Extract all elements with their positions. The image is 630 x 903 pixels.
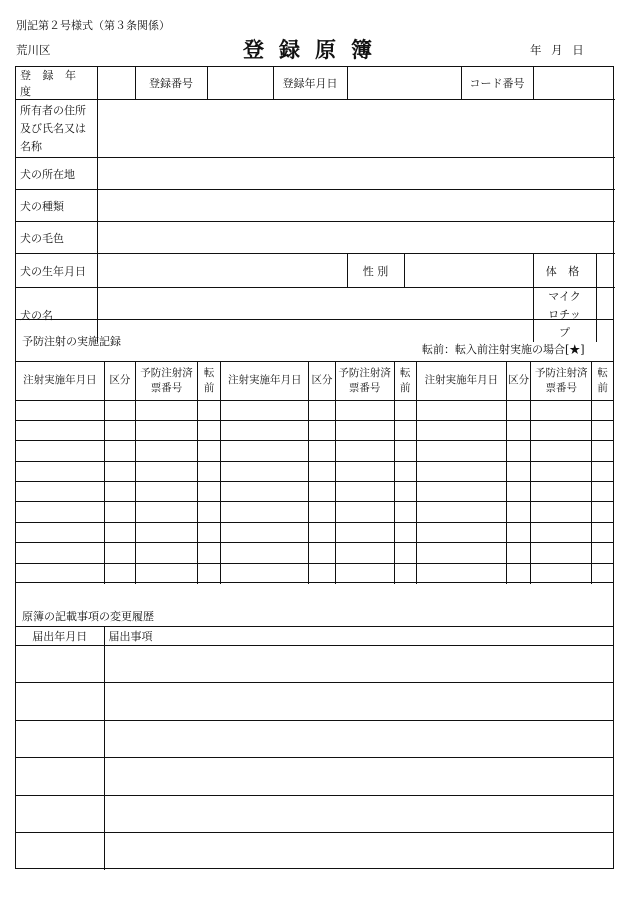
vaccination-cell[interactable] bbox=[592, 502, 613, 522]
vaccination-cell[interactable] bbox=[309, 420, 335, 440]
vaccination-cell[interactable] bbox=[135, 461, 197, 481]
breed-label: 犬の種類 bbox=[16, 190, 97, 222]
vaccination-cell[interactable] bbox=[394, 420, 416, 440]
vaccination-cell[interactable] bbox=[135, 400, 197, 420]
vaccination-cell[interactable] bbox=[104, 400, 135, 420]
vaccination-cell[interactable] bbox=[531, 563, 592, 583]
vaccination-cell[interactable] bbox=[592, 420, 613, 440]
registration-year-label: 登 録 年 度 bbox=[16, 67, 97, 100]
vaccination-cell[interactable] bbox=[135, 543, 197, 563]
transfer-header: 転前 bbox=[394, 362, 416, 400]
ward-name: 荒川区 bbox=[16, 43, 51, 57]
vaccination-cell[interactable] bbox=[394, 400, 416, 420]
vaccination-cell[interactable] bbox=[416, 400, 506, 420]
table-row bbox=[16, 720, 613, 758]
vaccination-cell[interactable] bbox=[592, 441, 613, 461]
vaccination-cell[interactable] bbox=[135, 563, 197, 583]
vaccination-cell[interactable] bbox=[16, 441, 104, 461]
vaccination-cell[interactable] bbox=[531, 482, 592, 502]
vaccination-cell[interactable] bbox=[416, 420, 506, 440]
table-row bbox=[16, 441, 613, 461]
vaccination-cell[interactable] bbox=[416, 461, 506, 481]
vaccination-section-title: 予防注射の実施記録 bbox=[22, 335, 121, 348]
vaccination-cell[interactable] bbox=[309, 461, 335, 481]
vaccination-cell[interactable] bbox=[592, 400, 613, 420]
vaccination-cell[interactable] bbox=[16, 482, 104, 502]
history-cell[interactable] bbox=[16, 720, 104, 758]
vaccination-cell[interactable] bbox=[16, 502, 104, 522]
vaccination-cell[interactable] bbox=[198, 482, 221, 502]
location-value[interactable] bbox=[97, 158, 615, 190]
table-row bbox=[16, 543, 613, 563]
vaccination-cell[interactable] bbox=[416, 502, 506, 522]
vaccination-cell[interactable] bbox=[221, 441, 309, 461]
vaccination-cell[interactable] bbox=[592, 522, 613, 542]
form-id: 別記第２号様式（第３条関係） bbox=[16, 19, 170, 32]
table-row bbox=[16, 482, 613, 502]
registration-year-value[interactable] bbox=[97, 67, 135, 100]
category-header: 区分 bbox=[507, 362, 531, 400]
vaccination-cell[interactable] bbox=[416, 563, 506, 583]
registration-number-value[interactable] bbox=[207, 67, 273, 100]
vaccination-cell[interactable] bbox=[16, 400, 104, 420]
history-cell[interactable] bbox=[104, 758, 613, 796]
ticket-number-header: 予防注射済票番号 bbox=[531, 362, 592, 400]
color-value[interactable] bbox=[97, 222, 615, 254]
vaccination-cell[interactable] bbox=[221, 420, 309, 440]
vaccination-cell[interactable] bbox=[416, 543, 506, 563]
vaccination-cell[interactable] bbox=[531, 522, 592, 542]
color-label: 犬の毛色 bbox=[16, 222, 97, 254]
vaccination-cell[interactable] bbox=[309, 482, 335, 502]
location-label: 犬の所在地 bbox=[16, 158, 97, 190]
vaccination-cell[interactable] bbox=[335, 502, 394, 522]
vaccination-cell[interactable] bbox=[416, 441, 506, 461]
vaccination-cell[interactable] bbox=[104, 543, 135, 563]
vaccination-cell[interactable] bbox=[507, 563, 531, 583]
vaccination-cell[interactable] bbox=[531, 400, 592, 420]
vaccination-cell[interactable] bbox=[394, 522, 416, 542]
vaccination-cell[interactable] bbox=[507, 522, 531, 542]
registration-date-label: 登録年月日 bbox=[273, 67, 347, 100]
vaccination-cell[interactable] bbox=[198, 461, 221, 481]
vaccination-cell[interactable] bbox=[135, 441, 197, 461]
vaccination-cell[interactable] bbox=[221, 461, 309, 481]
vaccination-cell[interactable] bbox=[104, 441, 135, 461]
vaccination-cell[interactable] bbox=[394, 482, 416, 502]
table-row bbox=[16, 795, 613, 833]
vaccination-section bbox=[15, 319, 614, 583]
vaccination-cell[interactable] bbox=[104, 502, 135, 522]
vaccination-cell[interactable] bbox=[198, 543, 221, 563]
injection-date-header: 注射実施年月日 bbox=[416, 362, 506, 400]
vaccination-cell[interactable] bbox=[335, 563, 394, 583]
dog-name-label: 犬の名 bbox=[16, 288, 97, 343]
injection-date-header: 注射実施年月日 bbox=[16, 362, 104, 400]
notification-item-header: 届出事項 bbox=[104, 627, 613, 645]
date-field[interactable]: 年 月 日 bbox=[530, 43, 584, 57]
vaccination-cell[interactable] bbox=[16, 563, 104, 583]
table-row bbox=[16, 461, 613, 481]
owner-value[interactable] bbox=[97, 100, 615, 158]
vaccination-cell[interactable] bbox=[221, 563, 309, 583]
category-header: 区分 bbox=[104, 362, 135, 400]
code-number-value[interactable] bbox=[533, 67, 615, 100]
vaccination-cell[interactable] bbox=[531, 420, 592, 440]
vaccination-cell[interactable] bbox=[221, 543, 309, 563]
vaccination-cell[interactable] bbox=[104, 420, 135, 440]
vaccination-cell[interactable] bbox=[394, 543, 416, 563]
vaccination-cell[interactable] bbox=[507, 461, 531, 481]
vaccination-cell[interactable] bbox=[507, 400, 531, 420]
history-cell[interactable] bbox=[16, 645, 104, 683]
vaccination-cell[interactable] bbox=[592, 543, 613, 563]
transfer-header: 転前 bbox=[198, 362, 221, 400]
registration-table bbox=[15, 66, 614, 339]
registration-number-label: 登録番号 bbox=[135, 67, 207, 100]
vaccination-cell[interactable] bbox=[309, 543, 335, 563]
vaccination-cell[interactable] bbox=[335, 400, 394, 420]
table-row bbox=[16, 563, 613, 583]
ticket-number-header: 予防注射済票番号 bbox=[335, 362, 394, 400]
history-cell[interactable] bbox=[16, 758, 104, 796]
vaccination-cell[interactable] bbox=[531, 461, 592, 481]
vaccination-cell[interactable] bbox=[16, 522, 104, 542]
vaccination-cell[interactable] bbox=[221, 502, 309, 522]
history-cell[interactable] bbox=[16, 833, 104, 871]
vaccination-cell[interactable] bbox=[221, 522, 309, 542]
vaccination-cell[interactable] bbox=[309, 563, 335, 583]
microchip-label: マイクロチップ bbox=[533, 288, 596, 343]
vaccination-cell[interactable] bbox=[531, 502, 592, 522]
registration-date-value[interactable] bbox=[347, 67, 461, 100]
history-cell[interactable] bbox=[104, 795, 613, 833]
notification-date-header: 届出年月日 bbox=[16, 627, 104, 645]
code-number-label: コード番号 bbox=[461, 67, 533, 100]
history-cell[interactable] bbox=[104, 645, 613, 683]
vaccination-table bbox=[16, 362, 613, 584]
vaccination-cell[interactable] bbox=[416, 482, 506, 502]
table-row bbox=[16, 645, 613, 683]
table-row bbox=[16, 400, 613, 420]
vaccination-cell[interactable] bbox=[135, 502, 197, 522]
vaccination-cell[interactable] bbox=[135, 482, 197, 502]
sex-label: 性 別 bbox=[347, 254, 404, 288]
vaccination-cell[interactable] bbox=[335, 461, 394, 481]
vaccination-cell[interactable] bbox=[198, 420, 221, 440]
vaccination-cell[interactable] bbox=[221, 482, 309, 502]
vaccination-cell[interactable] bbox=[198, 400, 221, 420]
vaccination-cell[interactable] bbox=[104, 522, 135, 542]
size-label: 体 格 bbox=[533, 254, 596, 288]
table-row bbox=[16, 502, 613, 522]
history-section bbox=[15, 582, 614, 869]
vaccination-cell[interactable] bbox=[335, 482, 394, 502]
birth-value[interactable] bbox=[97, 254, 347, 288]
vaccination-cell[interactable] bbox=[416, 522, 506, 542]
vaccination-cell[interactable] bbox=[507, 502, 531, 522]
vaccination-cell[interactable] bbox=[16, 543, 104, 563]
birth-label: 犬の生年月日 bbox=[16, 254, 97, 288]
vaccination-cell[interactable] bbox=[531, 441, 592, 461]
breed-value[interactable] bbox=[97, 190, 615, 222]
sex-value[interactable] bbox=[404, 254, 533, 288]
vaccination-cell[interactable] bbox=[309, 400, 335, 420]
table-row bbox=[16, 833, 613, 871]
history-section-title: 原簿の記載事項の変更履歴 bbox=[22, 610, 154, 623]
table-row bbox=[16, 683, 613, 721]
table-row bbox=[16, 522, 613, 542]
vaccination-cell[interactable] bbox=[221, 400, 309, 420]
vaccination-cell[interactable] bbox=[335, 543, 394, 563]
vaccination-cell[interactable] bbox=[104, 563, 135, 583]
transfer-note: 転前：転入前注射実施の場合[★] bbox=[422, 343, 585, 356]
size-value[interactable] bbox=[596, 254, 615, 288]
vaccination-cell[interactable] bbox=[198, 563, 221, 583]
vaccination-cell[interactable] bbox=[335, 441, 394, 461]
vaccination-cell[interactable] bbox=[104, 482, 135, 502]
vaccination-cell[interactable] bbox=[592, 563, 613, 583]
history-cell[interactable] bbox=[16, 683, 104, 721]
vaccination-cell[interactable] bbox=[309, 502, 335, 522]
vaccination-cell[interactable] bbox=[335, 420, 394, 440]
vaccination-cell[interactable] bbox=[507, 482, 531, 502]
history-cell[interactable] bbox=[104, 833, 613, 871]
table-row bbox=[16, 758, 613, 796]
transfer-header: 転前 bbox=[592, 362, 613, 400]
vaccination-cell[interactable] bbox=[507, 441, 531, 461]
vaccination-cell[interactable] bbox=[507, 543, 531, 563]
vaccination-cell[interactable] bbox=[394, 461, 416, 481]
history-cell[interactable] bbox=[104, 683, 613, 721]
vaccination-cell[interactable] bbox=[198, 502, 221, 522]
vaccination-cell[interactable] bbox=[135, 420, 197, 440]
owner-label: 所有者の住所及び氏名又は名称 bbox=[16, 100, 97, 158]
history-cell[interactable] bbox=[16, 795, 104, 833]
ticket-number-header: 予防注射済票番号 bbox=[135, 362, 197, 400]
vaccination-cell[interactable] bbox=[309, 522, 335, 542]
history-cell[interactable] bbox=[104, 720, 613, 758]
vaccination-cell[interactable] bbox=[592, 461, 613, 481]
injection-date-header: 注射実施年月日 bbox=[221, 362, 309, 400]
vaccination-cell[interactable] bbox=[104, 461, 135, 481]
vaccination-cell[interactable] bbox=[507, 420, 531, 440]
vaccination-cell[interactable] bbox=[198, 522, 221, 542]
vaccination-cell[interactable] bbox=[16, 420, 104, 440]
vaccination-cell[interactable] bbox=[335, 522, 394, 542]
page-title: 登録原簿 bbox=[243, 37, 387, 62]
category-header: 区分 bbox=[309, 362, 335, 400]
table-row bbox=[16, 420, 613, 440]
vaccination-cell[interactable] bbox=[394, 502, 416, 522]
history-table bbox=[16, 627, 613, 870]
vaccination-cell[interactable] bbox=[135, 522, 197, 542]
vaccination-cell[interactable] bbox=[16, 461, 104, 481]
vaccination-cell[interactable] bbox=[592, 482, 613, 502]
vaccination-cell[interactable] bbox=[394, 441, 416, 461]
vaccination-cell[interactable] bbox=[531, 543, 592, 563]
vaccination-cell[interactable] bbox=[198, 441, 221, 461]
vaccination-cell[interactable] bbox=[309, 441, 335, 461]
vaccination-cell[interactable] bbox=[394, 563, 416, 583]
